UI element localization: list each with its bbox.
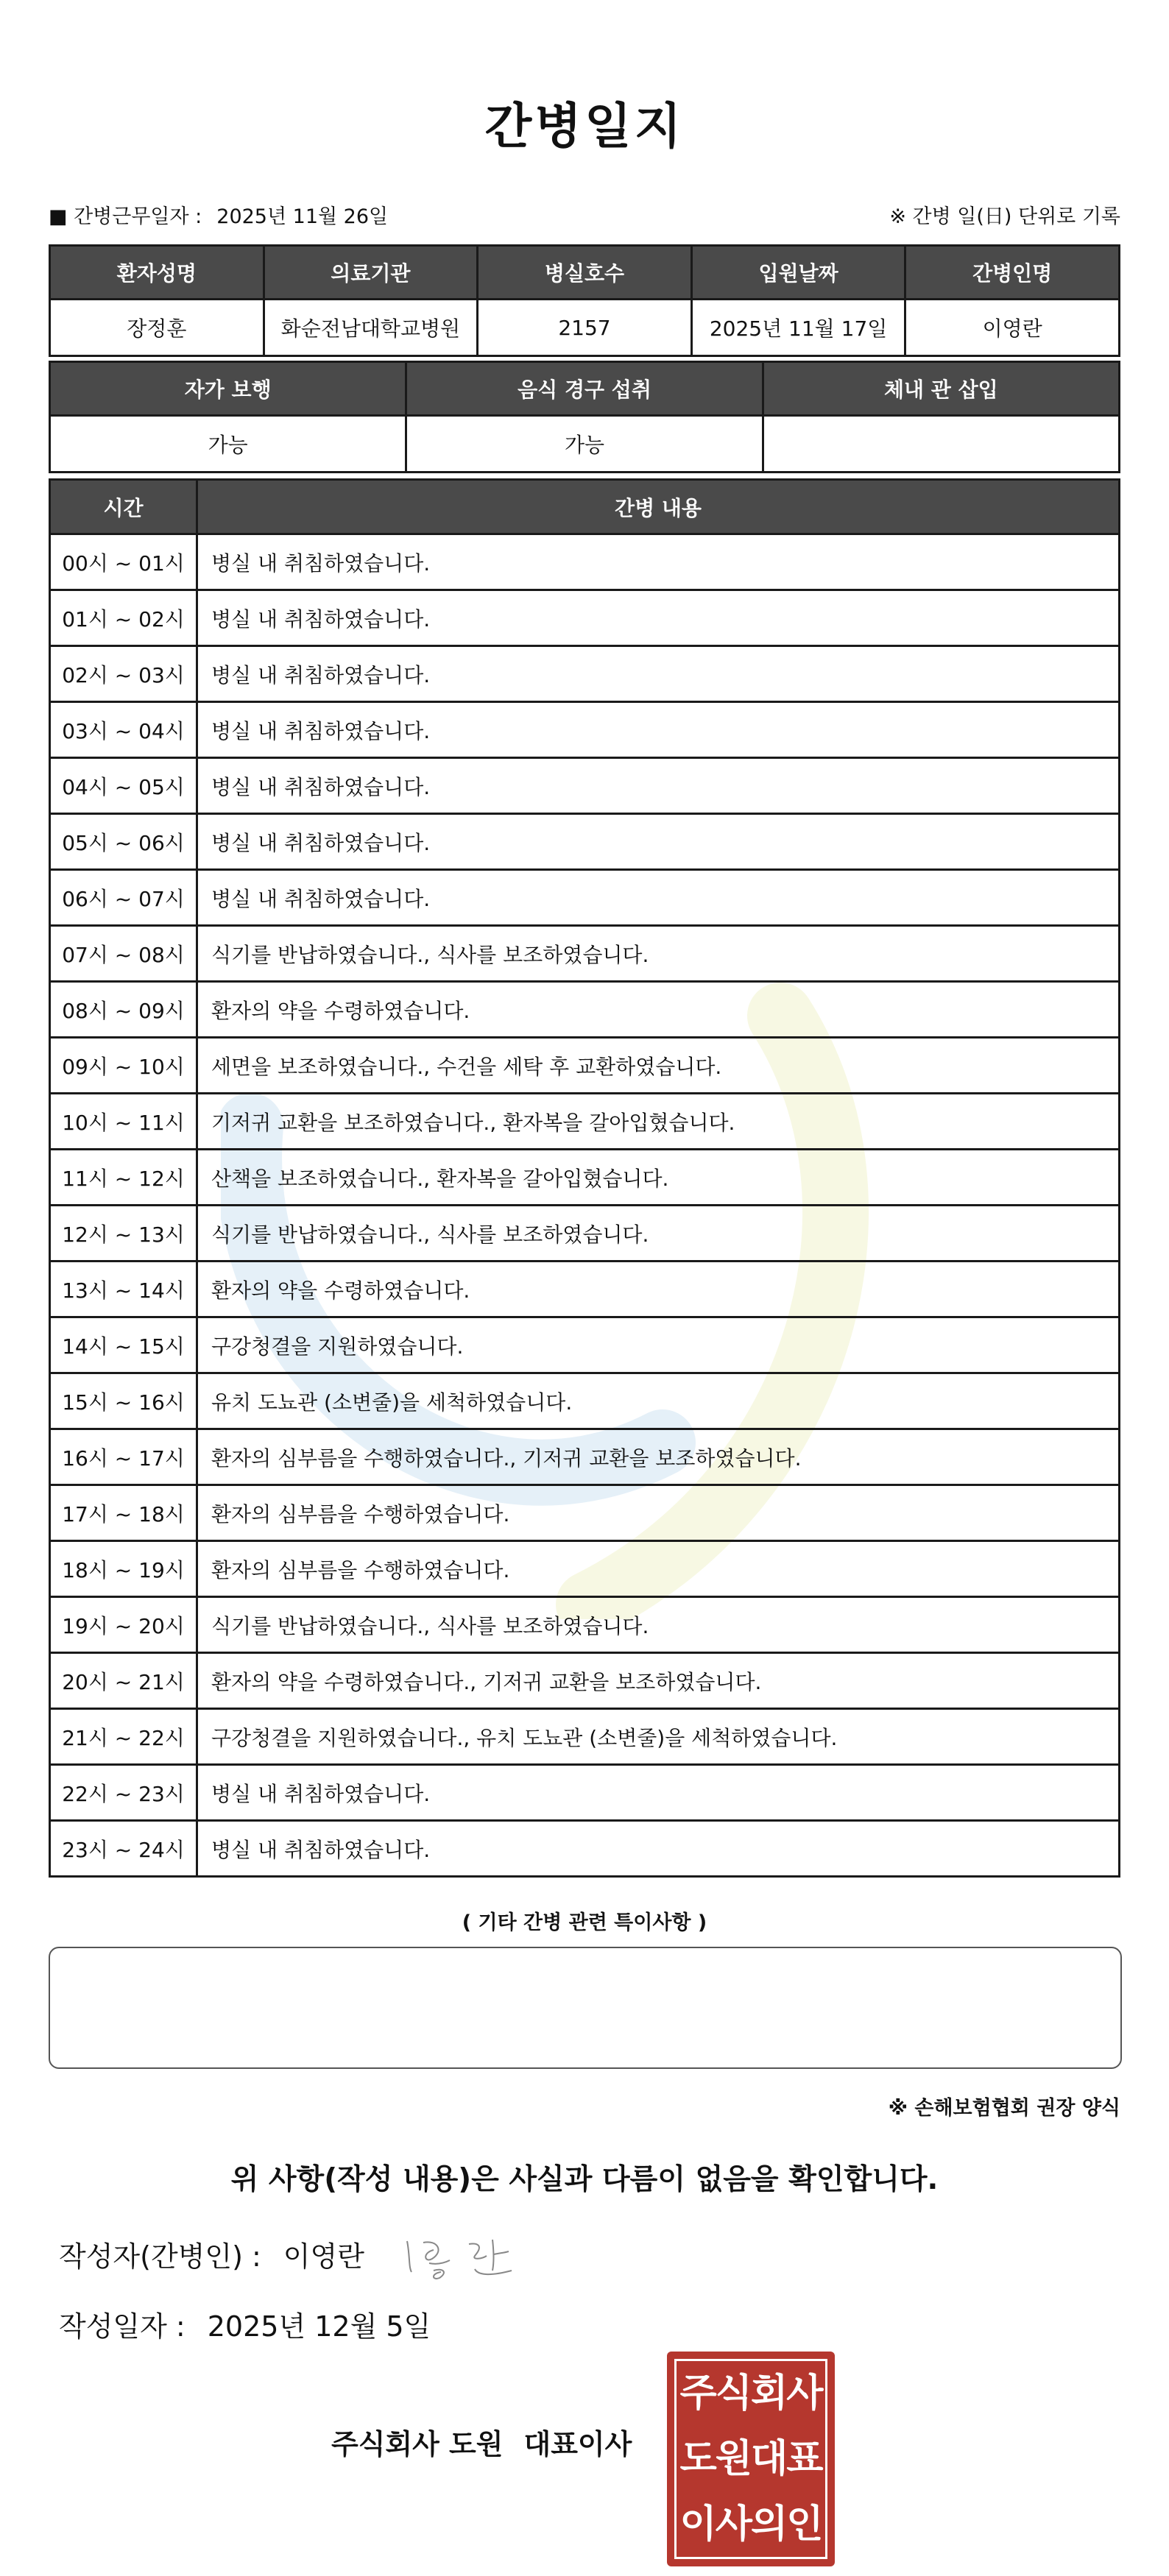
writer-name: 이영란 [283, 2240, 364, 2273]
care-log-row [50, 1262, 1120, 1317]
care-log-time: 21시 ~ 22시 [50, 1709, 197, 1765]
care-log-time: 12시 ~ 13시 [50, 1206, 197, 1262]
care-log-time: 19시 ~ 20시 [50, 1597, 197, 1653]
care-log-row [50, 1485, 1120, 1541]
care-log-time: 08시 ~ 09시 [50, 982, 197, 1038]
care-log-content: 환자의 약을 수령하였습니다. [197, 982, 1120, 1038]
header-room-number: 병실호수 [478, 246, 692, 300]
tube-insertion-value [763, 416, 1119, 473]
patient-info-value-row [50, 300, 1120, 356]
care-log-row [50, 870, 1120, 926]
header-tube-insertion: 체내 관 삽입 [763, 362, 1119, 416]
care-log-row [50, 1094, 1120, 1150]
care-log-content: 환자의 약을 수령하였습니다., 기저귀 교환을 보조하였습니다. [197, 1653, 1120, 1709]
seal-line-2: 도원대표 [679, 2435, 822, 2481]
care-log-content: 구강청결을 지원하였습니다., 유치 도뇨관 (소변줄)을 세척하였습니다. [197, 1709, 1120, 1765]
care-log-content: 병실 내 취침하였습니다. [197, 590, 1120, 646]
company-name: 주식회사 도원 [331, 2428, 504, 2460]
care-log-content: 산책을 보조하였습니다., 환자복을 갈아입혔습니다. [197, 1150, 1120, 1206]
care-log-time: 03시 ~ 04시 [50, 702, 197, 758]
care-log-content: 구강청결을 지원하였습니다. [197, 1317, 1120, 1373]
care-log-content: 환자의 심부름을 수행하였습니다. [197, 1541, 1120, 1597]
care-log-row [50, 926, 1120, 982]
care-log-time: 14시 ~ 15시 [50, 1317, 197, 1373]
care-log-time: 01시 ~ 02시 [50, 590, 197, 646]
care-log-row [50, 1317, 1120, 1373]
care-log-content: 기저귀 교환을 보조하였습니다., 환자복을 갈아입혔습니다. [197, 1094, 1120, 1150]
hospital-name: 화순전남대학교병원 [264, 300, 478, 356]
care-log-content: 세면을 보조하였습니다., 수건을 세탁 후 교환하였습니다. [197, 1038, 1120, 1094]
seal-line-1: 주식회사 [679, 2371, 822, 2416]
header-time: 시간 [50, 480, 197, 534]
header-patient-name: 환자성명 [50, 246, 264, 300]
work-date-value: 2025년 11월 26일 [216, 205, 389, 228]
care-log-time: 02시 ~ 03시 [50, 646, 197, 702]
care-log-content: 병실 내 취침하였습니다. [197, 1821, 1120, 1877]
notes-title: ( 기타 간병 관련 특이사항 ) [462, 1911, 707, 1934]
care-log-content: 환자의 심부름을 수행하였습니다., 기저귀 교환을 보조하였습니다. [197, 1429, 1120, 1485]
header-hospital: 의료기관 [264, 246, 478, 300]
form-source-note: ※ 손해보험협회 권장 양식 [888, 2097, 1120, 2120]
special-notes-box [49, 1947, 1122, 2069]
care-log-time: 10시 ~ 11시 [50, 1094, 197, 1150]
care-log-time: 11시 ~ 12시 [50, 1150, 197, 1206]
care-log-content: 병실 내 취침하였습니다. [197, 702, 1120, 758]
care-log-row [50, 1373, 1120, 1429]
writer-label: 작성자(간병인) : [59, 2240, 261, 2273]
care-log-row [50, 1765, 1120, 1821]
care-log-row [50, 814, 1120, 870]
header-care-content: 간병 내용 [197, 480, 1120, 534]
write-date-line [59, 2304, 431, 2344]
caregiver-name: 이영란 [905, 300, 1120, 356]
care-log-time: 23시 ~ 24시 [50, 1821, 197, 1877]
seal-frame [674, 2359, 827, 2559]
confirmation-statement: 위 사항(작성 내용)은 사실과 다름이 없음을 확인합니다. [230, 2163, 939, 2196]
write-date-label: 작성일자 : [59, 2310, 186, 2343]
page-title: 간병일지 [484, 98, 685, 155]
patient-status-value-row [50, 416, 1120, 473]
care-log-time: 06시 ~ 07시 [50, 870, 197, 926]
care-log-row [50, 646, 1120, 702]
care-log-row [50, 982, 1120, 1038]
care-log-content: 병실 내 취침하였습니다. [197, 870, 1120, 926]
write-date-value: 2025년 12월 5일 [207, 2310, 431, 2343]
care-log-content: 환자의 약을 수령하였습니다. [197, 1262, 1120, 1317]
care-log-body [50, 534, 1120, 1877]
care-log-content: 병실 내 취침하였습니다. [197, 814, 1120, 870]
care-log-row [50, 534, 1120, 590]
patient-name: 장정훈 [50, 300, 264, 356]
writer-line [59, 2234, 364, 2274]
care-log-content: 식기를 반납하였습니다., 식사를 보조하였습니다. [197, 1597, 1120, 1653]
work-date [49, 200, 388, 229]
admission-date: 2025년 11월 17일 [691, 300, 905, 356]
care-log-row [50, 702, 1120, 758]
header-caregiver-name: 간병인명 [905, 246, 1120, 300]
care-log-row [50, 1541, 1120, 1597]
care-log-row [50, 1038, 1120, 1094]
care-log-row [50, 590, 1120, 646]
company-seal-stamp [667, 2352, 835, 2566]
care-log-time: 04시 ~ 05시 [50, 758, 197, 814]
care-log-row [50, 1709, 1120, 1765]
care-log-row [50, 1597, 1120, 1653]
care-log-content: 유치 도뇨관 (소변줄)을 세척하였습니다. [197, 1373, 1120, 1429]
care-log-content: 식기를 반납하였습니다., 식사를 보조하였습니다. [197, 1206, 1120, 1262]
self-walking-value: 가능 [50, 416, 406, 473]
oral-intake-value: 가능 [406, 416, 763, 473]
care-log-content: 병실 내 취침하였습니다. [197, 758, 1120, 814]
care-log-time: 15시 ~ 16시 [50, 1373, 197, 1429]
care-log-time: 16시 ~ 17시 [50, 1429, 197, 1485]
care-log-time: 00시 ~ 01시 [50, 534, 197, 590]
care-log-content: 환자의 심부름을 수행하였습니다. [197, 1485, 1120, 1541]
care-log-content: 병실 내 취침하였습니다. [197, 534, 1120, 590]
care-log-time: 17시 ~ 18시 [50, 1485, 197, 1541]
care-log-content: 식기를 반납하였습니다., 식사를 보조하였습니다. [197, 926, 1120, 982]
care-log-time: 05시 ~ 06시 [50, 814, 197, 870]
care-log-time: 18시 ~ 19시 [50, 1541, 197, 1597]
care-log-table [49, 478, 1120, 1878]
room-number: 2157 [478, 300, 692, 356]
seal-line-3: 이사의인 [679, 2501, 822, 2547]
care-log-time: 09시 ~ 10시 [50, 1038, 197, 1094]
care-log-time: 22시 ~ 23시 [50, 1765, 197, 1821]
patient-info-table [49, 244, 1120, 357]
company-line [331, 2421, 632, 2462]
care-log-time: 07시 ~ 08시 [50, 926, 197, 982]
header-admission-date: 입원날짜 [691, 246, 905, 300]
care-log-row [50, 1821, 1120, 1877]
care-log-row [50, 1653, 1120, 1709]
patient-info-header-row [50, 246, 1120, 300]
meta-row [49, 200, 1120, 230]
patient-status-table [49, 361, 1120, 473]
handwritten-signature [401, 2226, 534, 2285]
care-log-row [50, 1150, 1120, 1206]
care-log-content: 병실 내 취침하였습니다. [197, 646, 1120, 702]
work-date-label: ■ 간병근무일자 : [49, 205, 202, 228]
header-self-walking: 자가 보행 [50, 362, 406, 416]
header-oral-intake: 음식 경구 섭취 [406, 362, 763, 416]
care-log-time: 20시 ~ 21시 [50, 1653, 197, 1709]
care-log-header-row [50, 480, 1120, 534]
care-log-row [50, 1206, 1120, 1262]
care-log-time: 13시 ~ 14시 [50, 1262, 197, 1317]
care-log-content: 병실 내 취침하였습니다. [197, 1765, 1120, 1821]
ceo-title: 대표이사 [523, 2428, 632, 2460]
daily-record-note: ※ 간병 일(日) 단위로 기록 [889, 205, 1120, 228]
care-log-row [50, 758, 1120, 814]
patient-status-header-row [50, 362, 1120, 416]
care-log-row [50, 1429, 1120, 1485]
